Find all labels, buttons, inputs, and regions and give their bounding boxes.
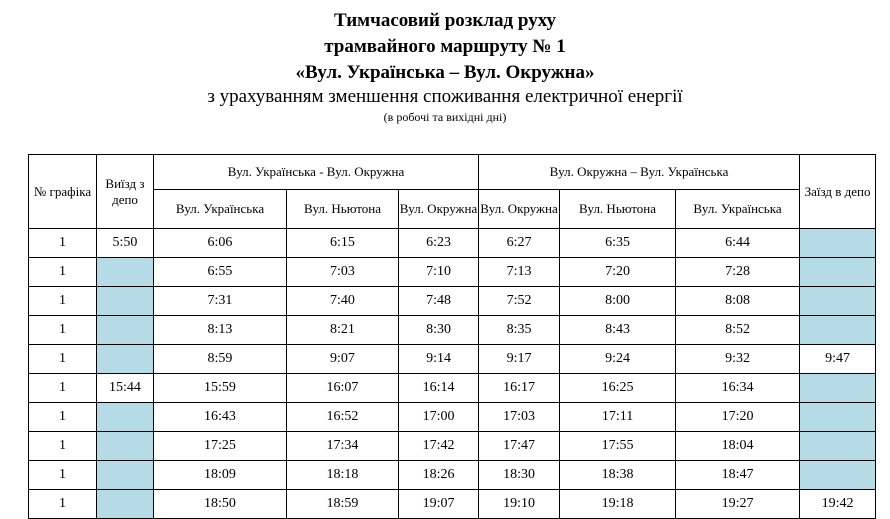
- forward-okruzhna-cell: 17:00: [399, 403, 479, 432]
- header-stop-forward-1: Вул. Українська: [154, 190, 287, 229]
- depot-enter-cell: [800, 229, 876, 258]
- forward-niutona-cell: 7:03: [287, 258, 399, 287]
- header-schedule-no: № графіка: [29, 155, 97, 229]
- backward-ukrainska-cell: 8:52: [676, 316, 800, 345]
- schedule-no-cell: 1: [29, 490, 97, 519]
- title-line-3: «Вул. Українська – Вул. Окружна»: [295, 62, 595, 83]
- schedule-table: [28, 154, 876, 519]
- backward-ukrainska-cell: 6:44: [676, 229, 800, 258]
- table-row: [29, 316, 876, 345]
- schedule-body: [29, 229, 876, 519]
- header-stop-forward-3: Вул. Окружна: [399, 190, 479, 229]
- schedule-no-cell: 1: [29, 316, 97, 345]
- backward-ukrainska-cell: 18:47: [676, 461, 800, 490]
- backward-okruzhna-cell: 16:17: [479, 374, 560, 403]
- forward-okruzhna-cell: 17:42: [399, 432, 479, 461]
- depot-exit-cell: [97, 490, 154, 519]
- header-depot-enter: Заїзд в депо: [800, 155, 876, 229]
- depot-exit-cell: [97, 432, 154, 461]
- forward-ukrainska-cell: 18:09: [154, 461, 287, 490]
- table-row: [29, 403, 876, 432]
- backward-niutona-cell: 8:43: [560, 316, 676, 345]
- forward-niutona-cell: 6:15: [287, 229, 399, 258]
- forward-ukrainska-cell: 18:50: [154, 490, 287, 519]
- table-row: [29, 258, 876, 287]
- backward-ukrainska-cell: 18:04: [676, 432, 800, 461]
- header-stop-forward-2: Вул. Ньютона: [287, 190, 399, 229]
- backward-okruzhna-cell: 17:47: [479, 432, 560, 461]
- backward-ukrainska-cell: 16:34: [676, 374, 800, 403]
- depot-exit-cell: [97, 403, 154, 432]
- forward-niutona-cell: 16:52: [287, 403, 399, 432]
- backward-niutona-cell: 19:18: [560, 490, 676, 519]
- backward-niutona-cell: 6:35: [560, 229, 676, 258]
- forward-okruzhna-cell: 9:14: [399, 345, 479, 374]
- backward-okruzhna-cell: 7:13: [479, 258, 560, 287]
- schedule-no-cell: 1: [29, 403, 97, 432]
- forward-okruzhna-cell: 8:30: [399, 316, 479, 345]
- forward-ukrainska-cell: 15:59: [154, 374, 287, 403]
- forward-okruzhna-cell: 16:14: [399, 374, 479, 403]
- schedule-no-cell: 1: [29, 229, 97, 258]
- depot-enter-cell: 9:47: [800, 345, 876, 374]
- schedule-no-cell: 1: [29, 345, 97, 374]
- subtitle: з урахуванням зменшення споживання електричної енергії: [207, 86, 683, 107]
- depot-enter-cell: [800, 374, 876, 403]
- depot-exit-cell: [97, 345, 154, 374]
- backward-okruzhna-cell: 9:17: [479, 345, 560, 374]
- backward-okruzhna-cell: 6:27: [479, 229, 560, 258]
- backward-okruzhna-cell: 7:52: [479, 287, 560, 316]
- backward-niutona-cell: 18:38: [560, 461, 676, 490]
- depot-exit-cell: [97, 316, 154, 345]
- table-row: [29, 490, 876, 519]
- forward-okruzhna-cell: 7:48: [399, 287, 479, 316]
- forward-niutona-cell: 7:40: [287, 287, 399, 316]
- schedule-no-cell: 1: [29, 374, 97, 403]
- schedule-no-cell: 1: [29, 461, 97, 490]
- header-stop-backward-3: Вул. Українська: [676, 190, 800, 229]
- backward-ukrainska-cell: 17:20: [676, 403, 800, 432]
- schedule-no-cell: 1: [29, 432, 97, 461]
- depot-enter-cell: [800, 461, 876, 490]
- forward-okruzhna-cell: 7:10: [399, 258, 479, 287]
- forward-niutona-cell: 17:34: [287, 432, 399, 461]
- backward-ukrainska-cell: 8:08: [676, 287, 800, 316]
- depot-exit-cell: [97, 461, 154, 490]
- forward-niutona-cell: 18:59: [287, 490, 399, 519]
- table-row: [29, 432, 876, 461]
- backward-okruzhna-cell: 8:35: [479, 316, 560, 345]
- forward-ukrainska-cell: 8:13: [154, 316, 287, 345]
- header-stop-backward-1: Вул. Окружна: [479, 190, 560, 229]
- header-backward-direction: Вул. Окружна – Вул. Українська: [479, 155, 800, 190]
- forward-ukrainska-cell: 16:43: [154, 403, 287, 432]
- forward-niutona-cell: 9:07: [287, 345, 399, 374]
- depot-exit-cell: 5:50: [97, 229, 154, 258]
- days-note: (в робочі та вихідні дні): [383, 110, 507, 124]
- backward-okruzhna-cell: 19:10: [479, 490, 560, 519]
- depot-enter-cell: [800, 403, 876, 432]
- forward-okruzhna-cell: 18:26: [399, 461, 479, 490]
- backward-ukrainska-cell: 7:28: [676, 258, 800, 287]
- forward-ukrainska-cell: 17:25: [154, 432, 287, 461]
- backward-niutona-cell: 17:55: [560, 432, 676, 461]
- backward-okruzhna-cell: 18:30: [479, 461, 560, 490]
- depot-exit-cell: 15:44: [97, 374, 154, 403]
- table-row: [29, 345, 876, 374]
- title-line-2: трамвайного маршруту № 1: [324, 36, 566, 57]
- depot-enter-cell: [800, 316, 876, 345]
- backward-ukrainska-cell: 9:32: [676, 345, 800, 374]
- depot-exit-cell: [97, 287, 154, 316]
- depot-enter-cell: 19:42: [800, 490, 876, 519]
- table-row: [29, 229, 876, 258]
- forward-ukrainska-cell: 8:59: [154, 345, 287, 374]
- header-forward-direction: Вул. Українська - Вул. Окружна: [154, 155, 479, 190]
- schedule-no-cell: 1: [29, 287, 97, 316]
- forward-niutona-cell: 8:21: [287, 316, 399, 345]
- schedule-no-cell: 1: [29, 258, 97, 287]
- depot-enter-cell: [800, 258, 876, 287]
- depot-enter-cell: [800, 287, 876, 316]
- header-stop-backward-2: Вул. Ньютона: [560, 190, 676, 229]
- backward-niutona-cell: 17:11: [560, 403, 676, 432]
- table-row: [29, 287, 876, 316]
- table-row: [29, 374, 876, 403]
- forward-ukrainska-cell: 6:55: [154, 258, 287, 287]
- table-row: [29, 461, 876, 490]
- backward-ukrainska-cell: 19:27: [676, 490, 800, 519]
- forward-ukrainska-cell: 7:31: [154, 287, 287, 316]
- document-header: [0, 8, 890, 125]
- depot-exit-cell: [97, 258, 154, 287]
- depot-enter-cell: [800, 432, 876, 461]
- header-depot-exit: Виїзд з депо: [97, 155, 154, 229]
- backward-niutona-cell: 8:00: [560, 287, 676, 316]
- backward-niutona-cell: 9:24: [560, 345, 676, 374]
- backward-niutona-cell: 7:20: [560, 258, 676, 287]
- forward-ukrainska-cell: 6:06: [154, 229, 287, 258]
- backward-okruzhna-cell: 17:03: [479, 403, 560, 432]
- backward-niutona-cell: 16:25: [560, 374, 676, 403]
- forward-niutona-cell: 16:07: [287, 374, 399, 403]
- title-line-1: Тимчасовий розклад руху: [334, 10, 556, 31]
- forward-okruzhna-cell: 6:23: [399, 229, 479, 258]
- forward-niutona-cell: 18:18: [287, 461, 399, 490]
- forward-okruzhna-cell: 19:07: [399, 490, 479, 519]
